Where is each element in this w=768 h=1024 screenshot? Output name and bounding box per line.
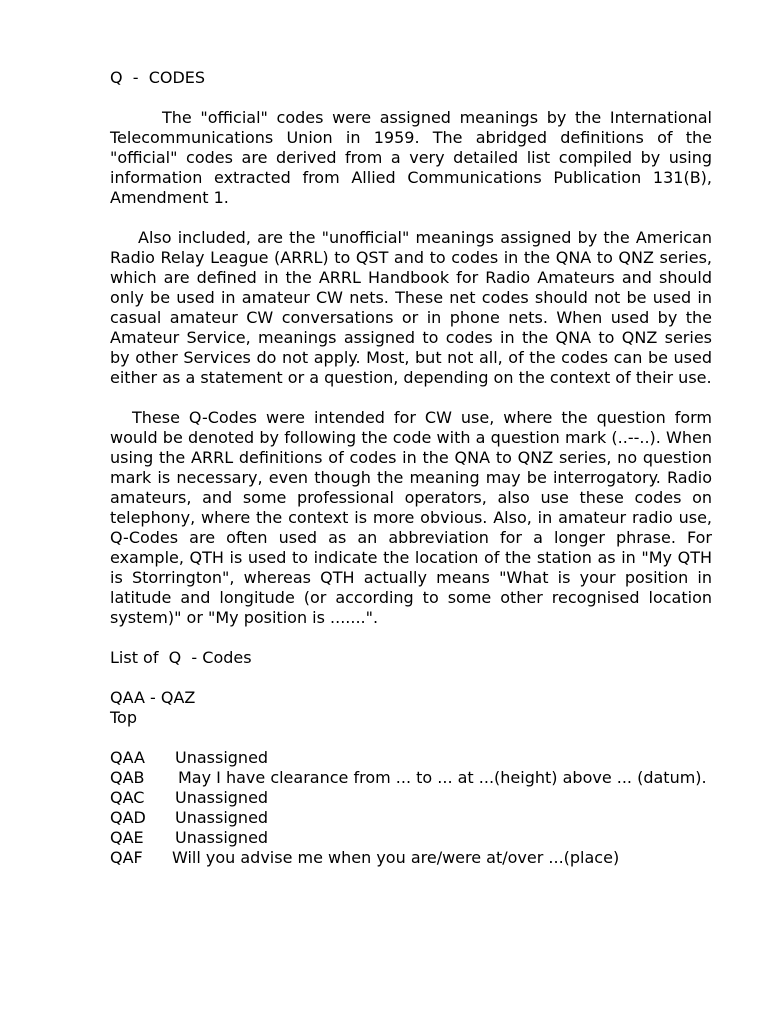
document-title: Q - CODES [110, 68, 206, 87]
code-label: QAC [110, 788, 145, 807]
paragraph-unofficial-codes: Also included, are the "unofficial" meanings assigned by the American Radio Relay League (ARRL) to QST and to codes in the QNA to QNZ series, which are defined in the ARRL Handbook for Radio Amateurs and should only be used in amateur CW nets. These net codes should not be used in casual amateur CW conversations or in phone nets. When used by the Amateur Service, meanings assigned to codes in the QNA to QNZ series by other Services do not apply. Most, but not all, of the codes can be used either as a statement or a question, depending on the context of their use. [110, 228, 712, 387]
code-label: QAF [110, 848, 143, 867]
code-row-qae [110, 828, 712, 848]
code-label: QAD [110, 808, 146, 827]
code-row-qaf [110, 848, 712, 868]
code-meaning: Unassigned [175, 788, 269, 807]
paragraph-cw-use: These Q-Codes were intended for CW use, where the question form would be denoted by following the code with a question mark (..--..). When using the ARRL definitions of codes in the QNA to QNZ series, no question mark is necessary, even though the meaning may be interrogatory. Radio amateurs, and some professional operators, also use these codes on telephony, where the context is more obvious. Also, in amateur radio use, Q-Codes are often used as an abbreviation for a longer phrase. For example, QTH is used to indicate the location of the station as in "My QTH is Storrington", whereas QTH actually means "What is your position in latitude and longitude (or according to some other recognised location system)" or "My position is .......". [110, 408, 712, 627]
code-meaning: May I have clearance from ... to ... at ...(height) above ... (datum). [178, 768, 707, 787]
code-row-qaa [110, 748, 712, 768]
code-meaning: Unassigned [175, 828, 269, 847]
code-meaning: Unassigned [175, 808, 269, 827]
code-label: QAB [110, 768, 145, 787]
code-row-qab [110, 768, 712, 788]
code-row-qac [110, 788, 712, 808]
spacer [110, 728, 712, 748]
code-label: QAA [110, 748, 145, 767]
paragraph-official-codes: The "official" codes were assigned meanings by the International Telecommunications Union in 1959. The abridged definitions of the "official" codes are derived from a very detailed list compiled by using information extracted from Allied Communications Publication 131(B), Amendment 1. [110, 108, 712, 207]
code-label: QAE [110, 828, 144, 847]
section-range-heading: QAA - QAZ [110, 688, 196, 707]
spacer [110, 668, 712, 688]
top-link[interactable]: Top [110, 708, 137, 727]
code-row-qad [110, 808, 712, 828]
document-page [110, 68, 712, 868]
list-heading: List of Q - Codes [110, 648, 252, 667]
code-meaning: Will you advise me when you are/were at/over ...(place) [172, 848, 620, 867]
code-meaning: Unassigned [175, 748, 269, 767]
